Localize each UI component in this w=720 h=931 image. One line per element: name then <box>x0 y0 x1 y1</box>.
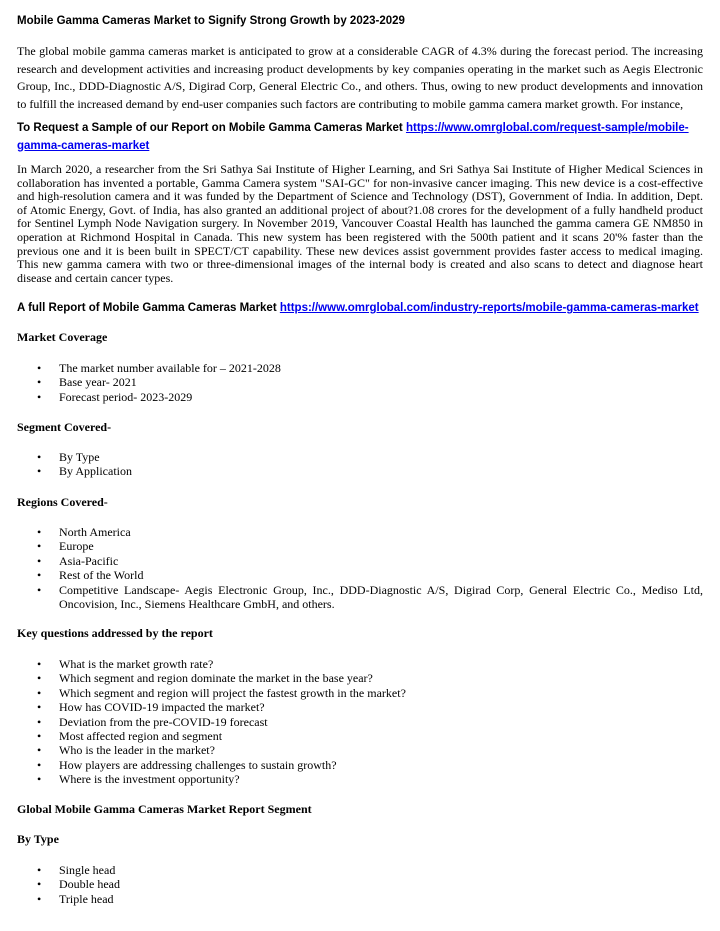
list-item: • North America <box>17 525 703 539</box>
news-paragraph: In March 2020, a researcher from the Sri Sathya Sai Institute of Higher Learning, and Sri Sathya Sai Institute of Higher Medical Sciences in collaboration has invented a portable, Gamma Camera system "SAI-GC" for non-invasive cancer imaging. This new device is a cost-effective and high-resolution camera and it was funded by the Department of Science and Technology (DST), Government of India. In addition, Dept. of Atomic Energy, Govt. of India, has also granted an additional project of about?1.08 crores for the development of a fully handheld product for Sentinel Lymph Node Navigation surgery. In November 2019, Vancouver Coastal Health has launched the gamma camera GE NM850 in operation at Richmond Hospital in Canada. This new system has been registered with the 500th patient and it scans 20'% faster than the previous one and it is been built in SPECT/CT capability. These new devices assist government provides faster access to medical imaging. This new gamma camera with two or three-dimensional images of the internal body is created and also scans to detect and diagnose heart disease and certain cancer types. <box>17 162 703 285</box>
sample-request-line <box>17 120 703 155</box>
segment-covered-list <box>17 450 703 479</box>
sample-request-link[interactable]: https://www.omrglobal.com/request-sample/mobile-gamma-cameras-market <box>17 122 689 152</box>
market-coverage-list <box>17 361 703 404</box>
market-coverage-heading: Market Coverage <box>17 330 108 344</box>
list-item: • Triple head <box>17 892 703 906</box>
intro-paragraph: The global mobile gamma cameras market is anticipated to grow at a considerable CAGR of 4.3% during the forecast period. The increasing research and development activities and increasing product developments by key companies operating in the market such as Aegis Electronic Group, Inc., DDD-Diagnostic A/S, Digirad Corp, General Electric Co., and others. Thus, owing to new product developments and innovation to fulfill the increased demand by end-user companies such factors are contributing to mobile gamma camera market growth. For instance, <box>17 44 703 111</box>
regions-covered-list <box>17 525 703 611</box>
list-item: • By Type <box>17 450 703 464</box>
list-item: • Europe <box>17 539 703 553</box>
key-questions-heading: Key questions addressed by the report <box>17 626 213 640</box>
full-report-link[interactable]: https://www.omrglobal.com/industry-reports/mobile-gamma-cameras-market <box>279 302 699 314</box>
full-report-label: A full Report of Mobile Gamma Cameras Market <box>17 302 280 314</box>
list-item: • Asia-Pacific <box>17 554 703 568</box>
segment-covered-heading: Segment Covered- <box>17 420 112 434</box>
list-item: • By Application <box>17 464 703 478</box>
list-item: • Deviation from the pre-COVID-19 forecast <box>17 715 703 729</box>
by-type-heading: By Type <box>17 832 59 846</box>
list-item: • Which segment and region will project the fastest growth in the market? <box>17 686 703 700</box>
list-item: • Who is the leader in the market? <box>17 743 703 757</box>
sample-request-label: To Request a Sample of our Report on Mobile Gamma Cameras Market <box>17 122 406 134</box>
list-item: • Double head <box>17 877 703 891</box>
key-questions-list <box>17 657 703 787</box>
list-item: • Where is the investment opportunity? <box>17 772 703 786</box>
list-item: • How players are addressing challenges to sustain growth? <box>17 758 703 772</box>
full-report-line <box>17 302 703 314</box>
list-item: • Competitive Landscape- Aegis Electronic Group, Inc., DDD-Diagnostic A/S, Digirad Corp, General Electric Co., Mediso Ltd, Oncovision, Inc., Siemens Healthcare GmbH, and others. <box>17 583 703 612</box>
list-item: • Which segment and region dominate the market in the base year? <box>17 671 703 685</box>
regions-covered-heading: Regions Covered- <box>17 495 108 509</box>
list-item: • Single head <box>17 863 703 877</box>
list-item: • Base year- 2021 <box>17 375 703 389</box>
list-item: • The market number available for – 2021-2028 <box>17 361 703 375</box>
list-item: • Forecast period- 2023-2029 <box>17 390 703 404</box>
list-item: • What is the market growth rate? <box>17 657 703 671</box>
report-segment-heading: Global Mobile Gamma Cameras Market Report Segment <box>17 802 312 816</box>
list-item: • How has COVID-19 impacted the market? <box>17 700 703 714</box>
list-item: • Most affected region and segment <box>17 729 703 743</box>
by-type-list <box>17 863 703 906</box>
document-title: Mobile Gamma Cameras Market to Signify Strong Growth by 2023-2029 <box>17 15 405 27</box>
list-item: • Rest of the World <box>17 568 703 582</box>
